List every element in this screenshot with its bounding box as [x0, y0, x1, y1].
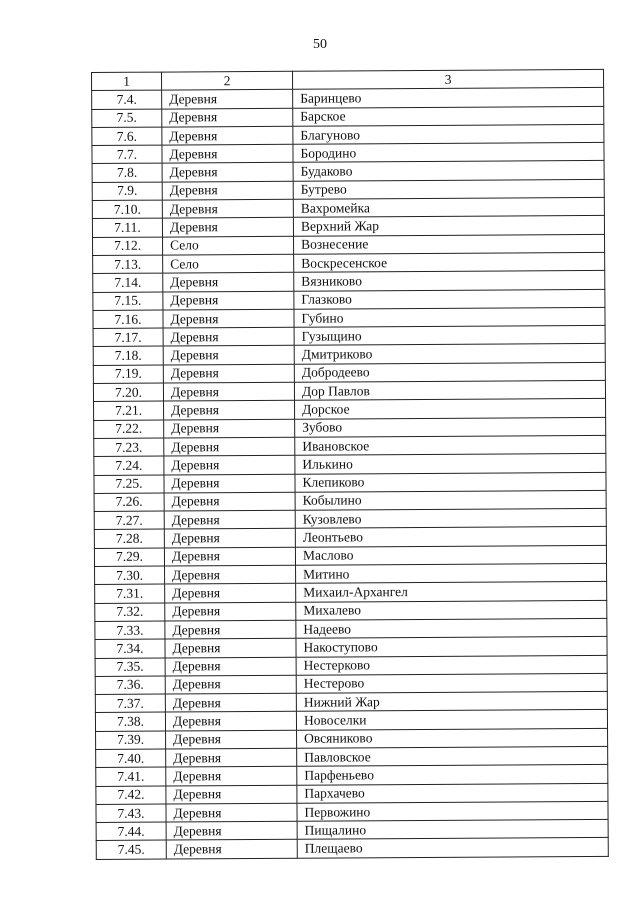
settlement-name-cell: Нестерково [296, 655, 607, 675]
row-number-cell: 7.38. [95, 712, 165, 731]
settlement-type-cell: Деревня [164, 455, 295, 474]
settlement-name-cell: Бутрево [293, 179, 604, 199]
settlement-type-cell: Деревня [166, 785, 297, 804]
settlement-name-cell: Гузыщино [294, 326, 605, 346]
row-number-cell: 7.34. [95, 639, 165, 658]
settlement-type-cell: Деревня [164, 529, 295, 548]
row-number-cell: 7.8. [92, 164, 162, 183]
settlement-name-cell: Митино [296, 563, 607, 583]
row-number-cell: 7.5. [92, 109, 162, 128]
settlement-type-cell: Деревня [162, 181, 293, 200]
settlement-name-cell: Маслово [295, 545, 606, 565]
row-number-cell: 7.15. [93, 292, 163, 311]
settlement-name-cell: Нестерово [296, 673, 607, 693]
settlement-name-cell: Кобылино [295, 490, 606, 510]
settlement-type-cell: Деревня [162, 108, 293, 127]
settlement-name-cell: Надеево [296, 618, 607, 638]
row-number-cell: 7.11. [92, 218, 162, 237]
settlement-name-cell: Михалево [296, 600, 607, 620]
settlement-name-cell: Павловское [297, 746, 608, 766]
settlement-name-cell: Накоступово [296, 637, 607, 657]
row-number-cell: 7.31. [95, 584, 165, 603]
settlement-name-cell: Дмитриково [294, 344, 605, 364]
row-number-cell: 7.33. [95, 621, 165, 640]
row-number-cell: 7.7. [92, 145, 162, 164]
row-number-cell: 7.42. [96, 786, 166, 805]
row-number-cell: 7.21. [94, 401, 164, 420]
row-number-cell: 7.43. [96, 804, 166, 823]
row-number-cell: 7.40. [96, 749, 166, 768]
settlement-name-cell: Губино [294, 307, 605, 327]
settlement-name-cell: Вахромейка [293, 197, 604, 217]
row-number-cell: 7.10. [92, 200, 162, 219]
settlement-type-cell: Деревня [166, 730, 297, 749]
row-number-cell: 7.29. [94, 548, 164, 567]
settlement-type-cell: Деревня [166, 840, 297, 859]
settlement-name-cell: Будаково [293, 161, 604, 181]
settlement-type-cell: Деревня [166, 748, 297, 767]
table-body [92, 69, 609, 859]
settlement-type-cell: Деревня [165, 657, 296, 676]
header-cell-3: 3 [292, 69, 603, 89]
settlement-name-cell: Благуново [293, 124, 604, 144]
settlement-type-cell: Деревня [165, 638, 296, 657]
row-number-cell: 7.27. [94, 511, 164, 530]
settlement-name-cell: Кузовлево [295, 508, 606, 528]
settlement-type-cell: Деревня [163, 364, 294, 383]
settlement-type-cell: Деревня [163, 291, 294, 310]
settlement-name-cell: Дор Павлов [294, 380, 605, 400]
row-number-cell: 7.25. [94, 475, 164, 494]
row-number-cell: 7.36. [95, 676, 165, 695]
settlement-name-cell: Верхний Жар [293, 216, 604, 236]
row-number-cell: 7.37. [95, 694, 165, 713]
row-number-cell: 7.20. [93, 383, 163, 402]
settlement-type-cell: Деревня [163, 327, 294, 346]
settlement-type-cell: Деревня [165, 693, 296, 712]
row-number-cell: 7.26. [94, 493, 164, 512]
settlement-name-cell: Ивановское [295, 435, 606, 455]
row-number-cell: 7.9. [92, 182, 162, 201]
settlement-name-cell: Воскресенское [294, 252, 605, 272]
settlement-type-cell: Деревня [165, 565, 296, 584]
settlement-type-cell: Деревня [164, 401, 295, 420]
row-number-cell: 7.45. [96, 841, 166, 860]
row-number-cell: 7.4. [92, 90, 162, 109]
row-number-cell: 7.24. [94, 456, 164, 475]
settlement-name-cell: Плещаево [297, 838, 608, 858]
settlement-name-cell: Овсяниково [297, 728, 608, 748]
row-number-cell: 7.39. [96, 731, 166, 750]
settlement-type-cell: Деревня [163, 346, 294, 365]
settlement-name-cell: Первожино [297, 801, 608, 821]
settlement-type-cell: Деревня [164, 510, 295, 529]
settlement-type-cell: Деревня [165, 675, 296, 694]
settlement-type-cell: Деревня [166, 803, 297, 822]
row-number-cell: 7.23. [94, 438, 164, 457]
settlement-type-cell: Деревня [162, 126, 293, 145]
settlement-type-cell: Деревня [165, 602, 296, 621]
settlement-name-cell: Барское [293, 106, 604, 126]
table-row [96, 838, 608, 859]
row-number-cell: 7.35. [95, 658, 165, 677]
settlement-name-cell: Парфеньево [297, 765, 608, 785]
row-number-cell: 7.13. [93, 255, 163, 274]
row-number-cell: 7.12. [93, 237, 163, 256]
settlement-type-cell: Деревня [163, 273, 294, 292]
settlement-type-cell: Деревня [165, 584, 296, 603]
settlement-type-cell: Деревня [166, 767, 297, 786]
settlement-type-cell: Деревня [162, 163, 293, 182]
row-number-cell: 7.30. [95, 566, 165, 585]
settlement-type-cell: Деревня [162, 199, 293, 218]
row-number-cell: 7.6. [92, 127, 162, 146]
row-number-cell: 7.28. [94, 529, 164, 548]
settlement-type-cell: Деревня [163, 382, 294, 401]
settlement-type-cell: Деревня [165, 620, 296, 639]
row-number-cell: 7.44. [96, 822, 166, 841]
row-number-cell: 7.22. [94, 420, 164, 439]
settlement-type-cell: Деревня [162, 218, 293, 237]
settlement-name-cell: Баринцево [293, 88, 604, 108]
settlement-type-cell: Деревня [165, 712, 296, 731]
settlement-type-cell: Деревня [166, 821, 297, 840]
settlement-name-cell: Новоселки [296, 710, 607, 730]
settlement-type-cell: Село [163, 254, 294, 273]
settlement-name-cell: Леонтьево [295, 527, 606, 547]
settlement-name-cell: Вязниково [294, 271, 605, 291]
settlement-name-cell: Глазково [294, 289, 605, 309]
row-number-cell: 7.17. [93, 328, 163, 347]
settlement-name-cell: Зубово [295, 417, 606, 437]
settlement-type-cell: Деревня [164, 547, 295, 566]
settlement-name-cell: Михаил-Архангел [296, 582, 607, 602]
settlement-name-cell: Илькино [295, 454, 606, 474]
settlement-name-cell: Добродеево [294, 362, 605, 382]
row-number-cell: 7.41. [96, 767, 166, 786]
settlement-name-cell: Вознесение [294, 234, 605, 254]
settlement-name-cell: Нижний Жар [296, 691, 607, 711]
row-number-cell: 7.18. [93, 347, 163, 366]
row-number-cell: 7.14. [93, 273, 163, 292]
page-number: 50 [313, 37, 327, 52]
settlement-name-cell: Дорское [295, 399, 606, 419]
settlement-name-cell: Бородино [293, 143, 604, 163]
header-cell-1: 1 [92, 72, 162, 91]
settlement-type-cell: Деревня [162, 90, 293, 109]
row-number-cell: 7.19. [93, 365, 163, 384]
settlement-type-cell: Деревня [164, 419, 295, 438]
header-cell-2: 2 [162, 71, 293, 90]
settlement-type-cell: Деревня [164, 437, 295, 456]
row-number-cell: 7.16. [93, 310, 163, 329]
settlement-name-cell: Пархачево [297, 783, 608, 803]
settlements-table [91, 69, 609, 860]
settlement-name-cell: Клепиково [295, 472, 606, 492]
settlement-type-cell: Деревня [162, 144, 293, 163]
row-number-cell: 7.32. [95, 603, 165, 622]
settlement-name-cell: Пищалино [297, 820, 608, 840]
settlement-type-cell: Село [163, 236, 294, 255]
settlement-type-cell: Деревня [163, 309, 294, 328]
settlement-type-cell: Деревня [164, 492, 295, 511]
settlement-type-cell: Деревня [164, 474, 295, 493]
